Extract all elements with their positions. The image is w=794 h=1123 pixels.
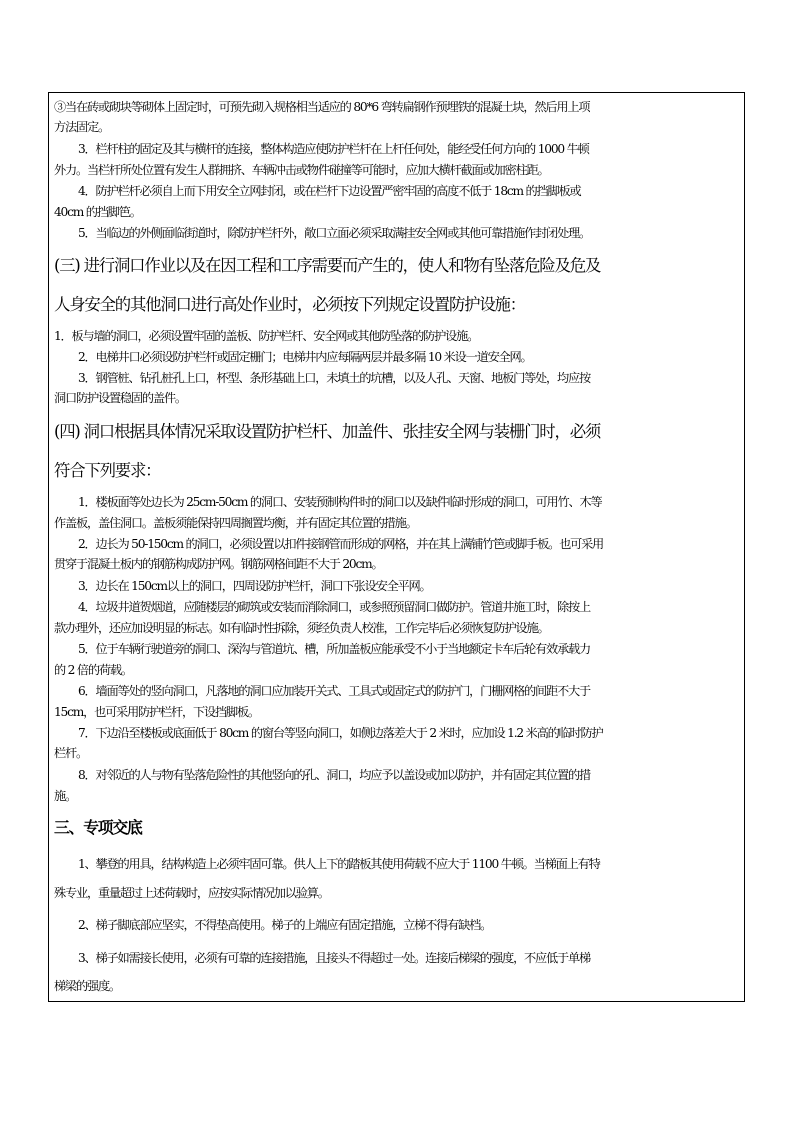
text-line: 3．栏杆柱的固定及其与横杆的连接，整体构造应使防护栏杆在上杆任何处，能经受任何方向的 1000 牛顿 <box>78 142 589 156</box>
text-line: 作盖板，盖住洞口。盖板须能保持四周搁置均衡，并有固定其位置的措施。 <box>54 516 417 530</box>
text-line: 梯梁的强度。 <box>54 979 120 993</box>
text-line: 6．墙面等处的竖向洞口，凡落地的洞口应加装开关式、工具式或固定式的防护门，门栅网格的间距不大于 <box>78 684 590 698</box>
text-line: 方法固定。 <box>54 120 109 134</box>
text-line: 3．边长在 150cm以上的洞口，四周设防护栏杆，洞口下张设安全平网。 <box>78 579 431 593</box>
text-line: 7．下边沿至楼板或底面低于 80cm 的窗台等竖向洞口，如侧边落差大于 2 米时，应加设 1.2 米高的临时防护 <box>78 726 603 740</box>
text-line: 款办理外，还应加设明显的标志。如有临时性拆除，须经负责人校准，工作完毕后必须恢复防护设施。 <box>54 621 549 635</box>
section-heading: (三) 进行洞口作业以及在因工程和工序需要而产生的，使人和物有坠落危险及危及 <box>54 256 601 275</box>
text-line: 2．电梯井口必须设防护栏杆或固定栅门；电梯井内应每隔两层并最多隔 10 米设一道安全网。 <box>78 350 532 364</box>
text-line: 洞口防护设置稳固的盖件。 <box>54 391 186 405</box>
text-line: 40cm 的挡脚笆。 <box>54 205 141 219</box>
section-title: 三、专项交底 <box>54 818 142 837</box>
text-line: 外力。当栏杆所处位置有发生人群拥挤、车辆冲击或物件碰撞等可能时，应加大横杆截面或加密柱距。 <box>54 163 549 177</box>
text-line: 施。 <box>54 789 76 803</box>
text-line: ③当在砖或砌块等砌体上固定时，可预先砌入规格相当适应的 80*6 弯转扁钢作预埋铁的混凝土块，然后用上项 <box>54 100 590 114</box>
text-line: 2、梯子脚底部应坚实，不得垫高使用。梯子的上端应有固定措施，立梯不得有缺档。 <box>78 918 492 932</box>
text-line: 的 2 倍的荷载。 <box>54 663 132 677</box>
text-line: 5．当临边的外侧面临街道时，除防护栏杆外，敞口立面必须采取满挂安全网或其他可靠措施作封闭处理。 <box>78 226 590 240</box>
text-line: 4．垃圾井道贺烟道，应随楼层的砌筑或安装而消除洞口，或参照预留洞口做防护。管道井施工时，除按上 <box>78 600 590 614</box>
text-line: 1．楼板面等处边长为 25cm-50cm 的洞口、安装预制构件时的洞口以及缺件临时形成的洞口，可用竹、木等 <box>78 495 602 509</box>
section-heading: 符合下列要求： <box>54 461 161 480</box>
text-line: 4．防护栏杆必须自上而下用安全立网封闭，或在栏杆下边设置严密牢固的高度不低于 18cm 的挡脚板或 <box>78 184 581 198</box>
section-heading: (四) 洞口根据具体情况采取设置防护栏杆、加盖件、张挂安全网与装栅门时，必须 <box>54 422 601 441</box>
text-line: 5．位于车辆行驶道旁的洞口、深沟与管道坑、槽，所加盖板应能承受不小于当地额定卡车后轮有效承载力 <box>78 642 590 656</box>
text-line: 贯穿于混凝土板内的钢筋构成防护网。钢筋网格间距不大于 20cm。 <box>54 557 383 571</box>
text-line: 3．钢管桩、钻孔桩孔上口，杯型、条形基础上口，未填土的坑槽，以及人孔、天窗、地板门等处，均应按 <box>78 371 590 385</box>
text-line: 1、攀登的用具，结构构造上必须牢固可靠。供人上下的踏板其使用荷载不应大于 1100 牛顿。当梯面上有特 <box>78 857 600 871</box>
text-line: 殊专业，重量超过上述荷载时，应按实际情况加以验算。 <box>54 886 329 900</box>
text-line: 8．对邻近的人与物有坠落危险性的其他竖向的孔、洞口，均应予以盖设或加以防护，并有固定其位置的措 <box>78 768 590 782</box>
text-line: 1．板与墙的洞口，必须设置牢固的盖板、防护栏杆、安全网或其他防坠落的防护设施。 <box>54 329 479 343</box>
text-line: 栏杆。 <box>54 746 87 760</box>
section-heading: 人身安全的其他洞口进行高处作业时，必须按下列规定设置防护设施： <box>54 295 525 314</box>
text-line: 15cm，也可采用防护栏杆，下设挡脚板。 <box>54 705 259 719</box>
text-line: 3、梯子如需接长使用，必须有可靠的连接措施，且接头不得超过一处。连接后梯梁的强度，不应低于单梯 <box>78 951 590 965</box>
text-line: 2．边长为 50-150cm 的洞口，必须设置以扣件接钢管而形成的网格，并在其上满铺竹笆或脚手板。也可采用 <box>78 537 604 551</box>
